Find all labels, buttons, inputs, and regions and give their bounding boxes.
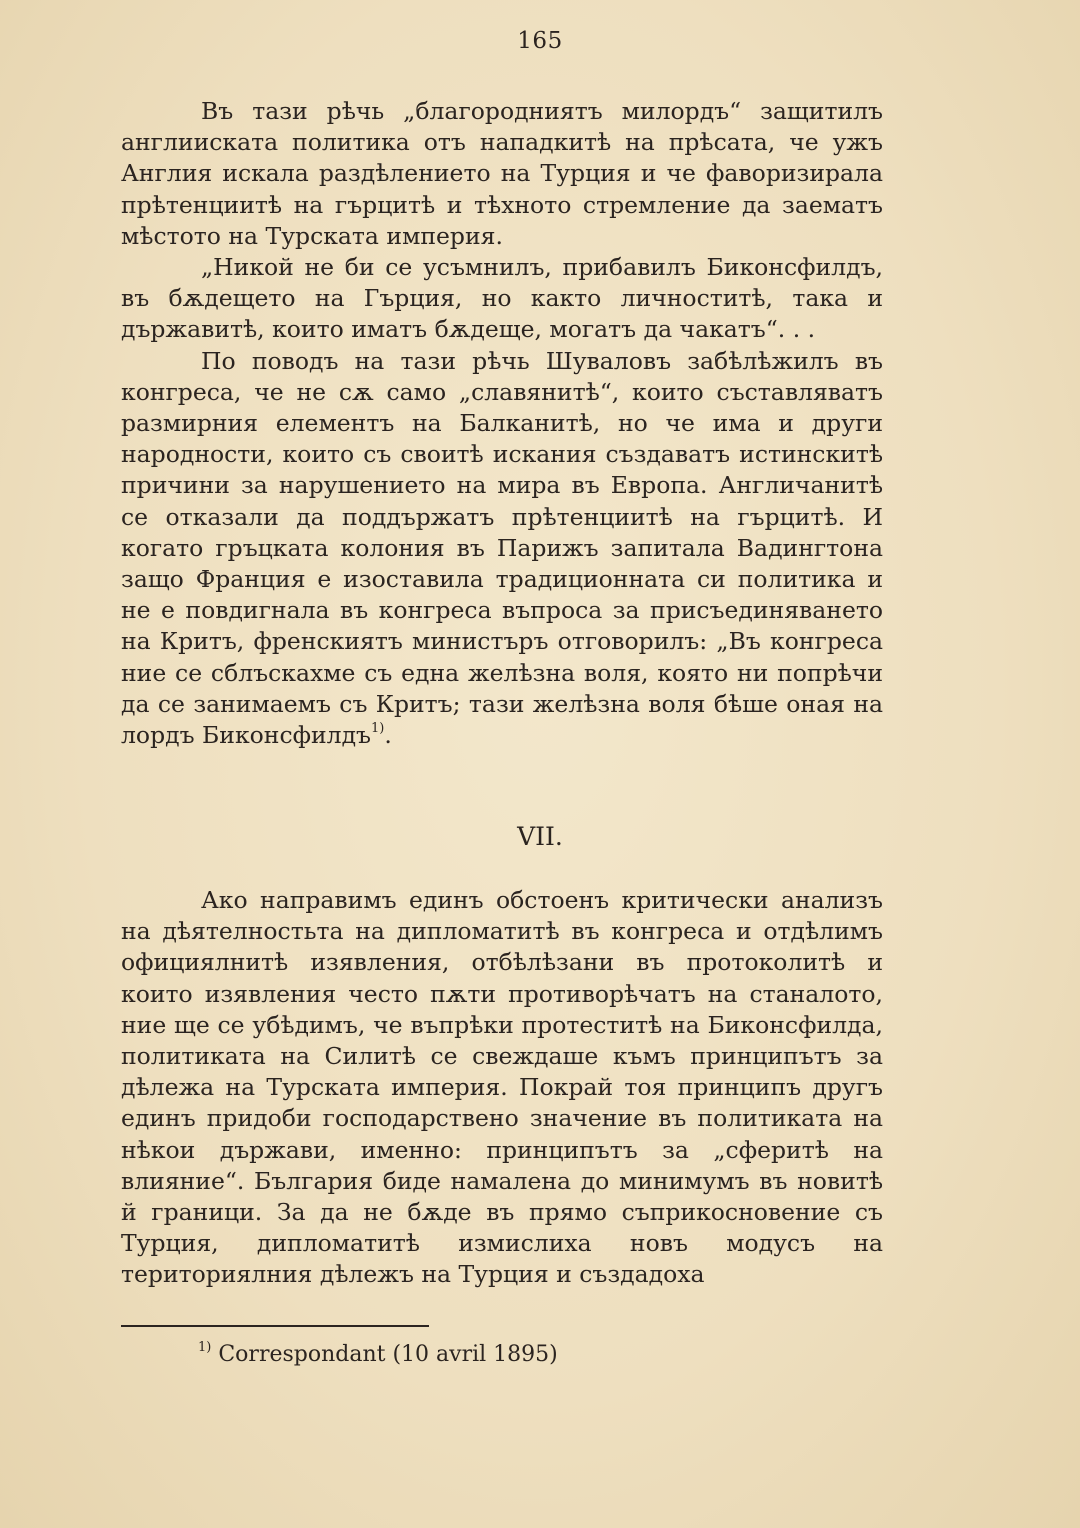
paragraph-4: Ако направимъ единъ обстоенъ критически анализъ на дѣятелностьта на дипломатитѣ въ конгреса и отдѣлимъ официялнитѣ изявления, отбѣлѣзани въ протоколитѣ и които изявления често пѫти противорѣчатъ на станалото, ние ще се убѣдимъ, че въпрѣки протеститѣ на Биконсфилда, политиката на Силитѣ се свеждаше къмъ принципътъ за дѣлежа на Турската империя. Покрай тоя принципъ другъ единъ придоби господарствено значение въ политиката на нѣкои държави, именно: принципътъ за „сферитѣ на влияние“. България биде намалена до минимумъ въ новитѣ й граници. За да не бѫде въ прямо съприкосновение съ Турция, дипломатитѣ измислиха новъ модусъ на териториялния дѣлежъ на Турция и създадоха [121,886,883,1289]
footnote-reference: 1) [371,721,385,737]
page-number: 165 [517,28,563,54]
section-1-text [121,96,883,751]
section-heading: VII. [517,822,563,851]
section-2-text [121,885,883,1291]
footnote [198,1341,558,1369]
paragraph-3-text: По поводъ на тази рѣчь Шуваловъ забѣлѣжилъ въ конгреса, че не сѫ само „славянитѣ“, които съставляватъ размирния елементъ на Балканитѣ, но че има и други народности, които съ своитѣ искания създаватъ истинскитѣ причини за нарушението на мира въ Европа. Англичанитѣ се отказали да поддържатъ прѣтенциитѣ на гърцитѣ. И когато гръцката колония въ Парижъ запитала Вадингтона защо Франция е изоставила традиционната си политика и не е повдигнала въ конгреса въпроса за присъединяването на Критъ, френскиятъ министъръ отговорилъ: „Въ конгреса ние се сблъскахме съ една желѣзна воля, която ни попрѣчи да се занимаемъ съ Критъ; тази желѣзна воля бѣше оная на лордъ Биконсфилдъ [121,346,883,750]
paragraph-1: Въ тази рѣчь „благородниятъ милордъ“ защитилъ англиискaта политика отъ нападкитѣ на прѣсата, че ужъ Англия искала раздѣлението на Турция и че фаворизирала прѣтенциитѣ на гърцитѣ и тѣхното стремление да заематъ мѣстото на Турската империя. [121,97,883,250]
footnote-marker: 1) [198,1339,212,1355]
paragraph-3 [121,346,883,752]
footnote-divider [121,1325,429,1327]
paragraph-3-closing: . [384,721,392,750]
paragraph-2: „Никой не би се усъмнилъ, прибавилъ Биконсфилдъ, въ бѫдещето на Гърция, но както личноститѣ, така и държавитѣ, които иматъ бѫдеще, могатъ да чакатъ“. . . [121,253,883,344]
footnote-text: Correspondant (10 avril 1895) [218,1342,558,1367]
